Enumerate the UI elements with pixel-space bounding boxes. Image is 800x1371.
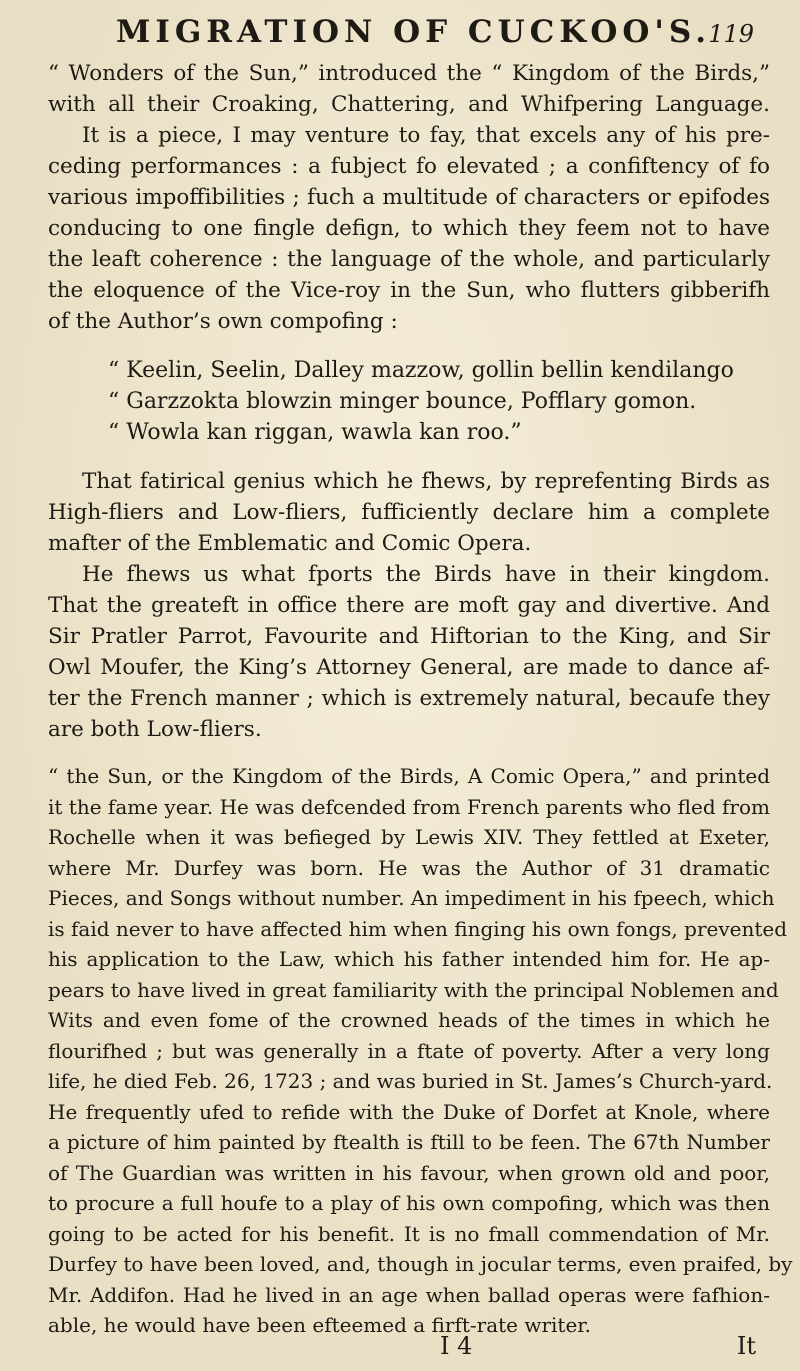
- text-line: ter the French manner ; which is extremely natural, becaufe they: [48, 686, 770, 711]
- text-line: a picture of him painted by ftealth is ftill to be feen. The 67th Number: [48, 1130, 770, 1154]
- text-line: his application to the Law, which his father intended him for. He ap-: [48, 947, 770, 971]
- text-line: He frequently ufed to refide with the Duke of Dorfet at Knole, where: [48, 1099, 770, 1124]
- text-line: It is a piece, I may venture to fay, that excels any of his pre-: [82, 123, 770, 148]
- text-line: “ Wonders of the Sun,” introduced the “ Kingdom of the Birds,”: [48, 61, 770, 86]
- text-line: is faid never to have affected him when finging his own fongs, prevented: [48, 916, 788, 941]
- verse-line: “ Keelin, Seelin, Dalley mazzow, gollin bellin kendilango: [108, 358, 734, 383]
- text-line: able, he would have been efteemed a firft-rate writer.: [48, 1313, 592, 1337]
- text-line: mafter of the Emblematic and Comic Opera.: [48, 531, 532, 556]
- text-line: with all their Croaking, Chattering, and Whifpering Language.: [48, 92, 770, 117]
- section-gap: [48, 745, 770, 761]
- running-title: MIGRATION OF CUCKOO'S.: [116, 14, 711, 50]
- text-line: pears to have lived in great familiarity with the principal Noblemen and: [48, 977, 779, 1002]
- text-line: That fatirical genius which he fhews, by reprefenting Birds as: [82, 469, 770, 494]
- running-head: [48, 14, 770, 58]
- text-line: going to be acted for his benefit. It is no fmall commendation of Mr.: [48, 1221, 770, 1246]
- text-line: Mr. Addifon. Had he lived in an age when ballad operas were fafhion-: [48, 1282, 770, 1307]
- page-footer: [48, 1332, 770, 1362]
- text-line: the eloquence of the Vice-roy in the Sun, who flutters gibberifh: [48, 278, 770, 303]
- paragraph-sports-of-birds: [48, 559, 770, 745]
- text-line: Pieces, and Songs without number. An impediment in his fpeech, which: [48, 886, 775, 910]
- paragraph-durfey-biography: [48, 761, 793, 1341]
- verse-line: “ Garzzokta blowzin minger bounce, Pofflary gomon.: [108, 389, 697, 414]
- text-line: Wits and even fome of the crowned heads of the times in which he: [48, 1008, 770, 1032]
- text-line: it the fame year. He was defcended from French parents who fled from: [48, 794, 770, 819]
- text-line: Rochelle when it was befieged by Lewis XIV. They fettled at Exeter,: [48, 825, 770, 849]
- text-line: That the greateft in office there are moft gay and divertive. And: [48, 593, 770, 618]
- text-line: “ the Sun, or the Kingdom of the Birds, A Comic Opera,” and printed: [48, 764, 770, 788]
- signature-mark: I 4: [440, 1332, 473, 1360]
- text-line: of The Guardian was written in his favour, when grown old and poor,: [48, 1160, 770, 1185]
- text-line: He fhews us what fports the Birds have in their kingdom.: [82, 562, 770, 587]
- text-line: the leaft coherence : the language of the whole, and particularly: [48, 247, 770, 272]
- text-line: of the Author’s own compofing :: [48, 309, 398, 334]
- text-line: conducing to one fingle defign, to which they feem not to have: [48, 216, 770, 241]
- text-line: where Mr. Durfey was born. He was the Author of 31 dramatic: [48, 855, 770, 880]
- text-line: Sir Pratler Parrot, Favourite and Hiftorian to the King, and Sir: [48, 624, 770, 649]
- text-line: various impoffibilities ; fuch a multitude of characters or epifodes: [48, 185, 770, 210]
- catchword: It: [736, 1332, 756, 1360]
- gibberish-verse: [108, 355, 770, 448]
- text-line: Owl Moufer, the King’s Attorney General, are made to dance af-: [48, 655, 770, 680]
- paragraph-wonders-of-the-sun: [48, 58, 770, 337]
- text-line: High-fliers and Low-fliers, fufficiently declare him a complete: [48, 500, 770, 525]
- text-line: ceding performances : a fubject fo elevated ; a confiftency of fo: [48, 154, 770, 179]
- text-line: to procure a full houfe to a play of his own compofing, which was then: [48, 1191, 770, 1215]
- text-line: are both Low-fliers.: [48, 717, 262, 742]
- verse-line: “ Wowla kan riggan, wawla kan roo.”: [108, 420, 522, 445]
- paragraph-satirical-genius: [48, 466, 770, 559]
- text-line: life, he died Feb. 26, 1723 ; and was buried in St. James’s Church-yard.: [48, 1069, 773, 1093]
- text-line: Durfey to have been loved, and, though in jocular terms, even praifed, by: [48, 1252, 793, 1276]
- text-line: flourifhed ; but was generally in a ftate of poverty. After a very long: [48, 1038, 770, 1063]
- page-number: 119: [708, 20, 754, 48]
